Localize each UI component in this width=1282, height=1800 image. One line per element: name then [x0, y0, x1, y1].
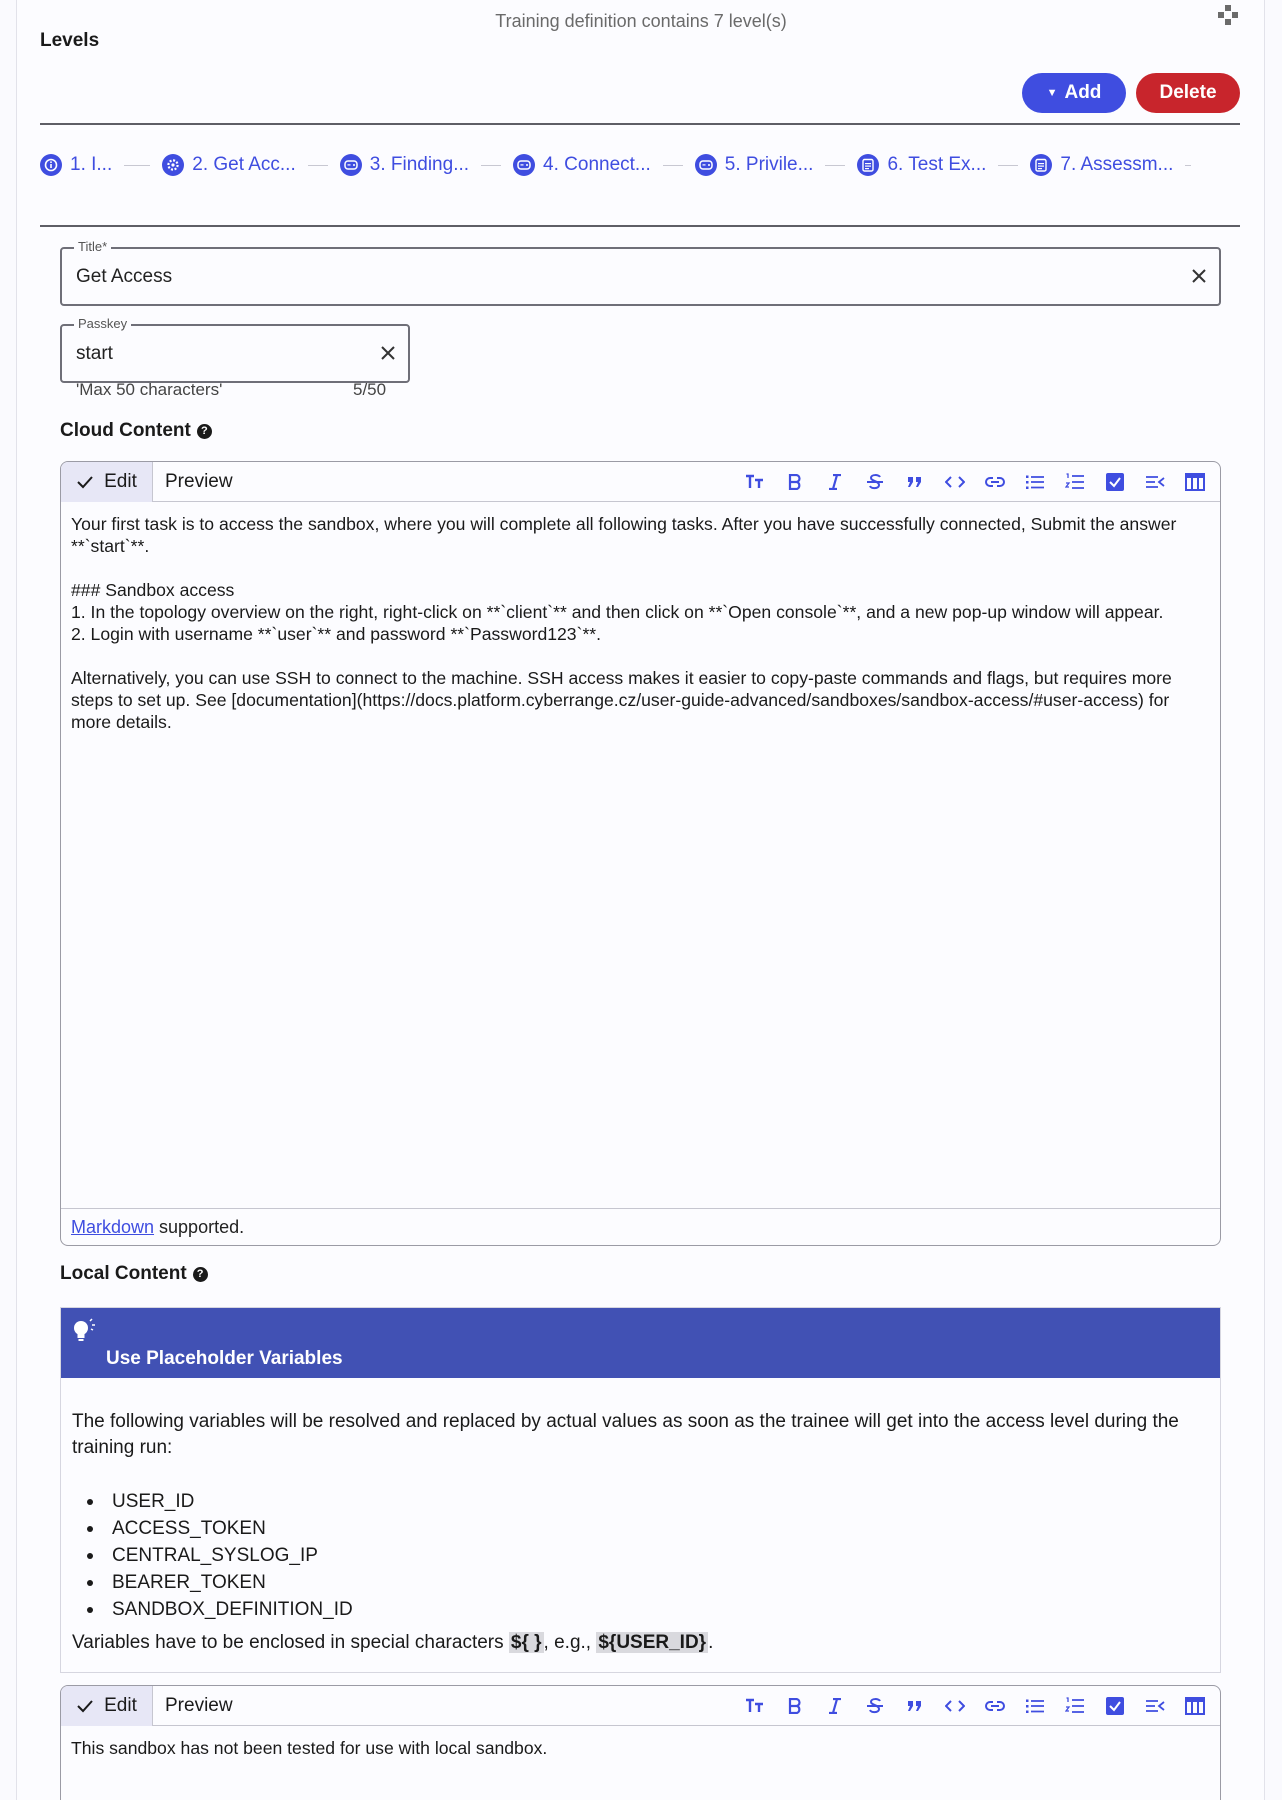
list-item: CENTRAL_SYSLOG_IP — [72, 1542, 672, 1569]
gamepad-icon — [513, 154, 535, 176]
strikethrough-icon[interactable] — [864, 1695, 886, 1717]
bullet-list-icon[interactable] — [1024, 1695, 1046, 1717]
clipboard-icon — [1030, 154, 1052, 176]
passkey-input[interactable]: start — [76, 343, 113, 364]
placeholder-info-box — [60, 1307, 1221, 1673]
editor-footer — [61, 1208, 1220, 1245]
editor-toolbar — [61, 1686, 1220, 1726]
help-icon[interactable]: ? — [193, 1267, 208, 1282]
bold-icon[interactable] — [784, 1695, 806, 1717]
divider — [40, 225, 1240, 227]
clipboard-icon — [857, 154, 879, 176]
step-connector — [481, 165, 501, 166]
quote-icon[interactable] — [904, 471, 926, 493]
title-field[interactable] — [60, 239, 1221, 306]
checkbox-icon[interactable] — [1104, 1695, 1126, 1717]
footnote-text: . — [708, 1632, 714, 1653]
step-label: 1. I... — [70, 154, 113, 175]
gear-icon — [162, 154, 184, 176]
checkbox-icon[interactable] — [1104, 471, 1126, 493]
format-tools — [744, 462, 1206, 502]
list-item: SANDBOX_DEFINITION_ID — [72, 1596, 672, 1623]
variable-list — [72, 1488, 672, 1623]
level-count-note: Training definition contains 7 level(s) — [495, 11, 787, 31]
step-connector — [1185, 165, 1191, 166]
info-title: Use Placeholder Variables — [106, 1348, 343, 1369]
divider — [40, 123, 1240, 125]
format-tools — [744, 1686, 1206, 1726]
code-snippet: ${ } — [510, 1632, 542, 1653]
list-item: USER_ID — [72, 1488, 672, 1515]
step-level-2[interactable] — [162, 154, 296, 176]
footnote-text: , e.g., — [543, 1632, 592, 1653]
step-level-5[interactable] — [695, 154, 814, 176]
strikethrough-icon[interactable] — [864, 471, 886, 493]
local-content-label — [60, 1263, 208, 1285]
step-level-3[interactable] — [340, 154, 469, 176]
local-content-editor — [60, 1685, 1221, 1800]
code-snippet: ${USER_ID} — [598, 1632, 707, 1653]
info-footnote — [72, 1632, 713, 1654]
cloud-content-textarea[interactable]: Your first task is to access the sandbox, where you will complete all following tasks. After you have successfully connected, Submit the answer **`start`**. ### Sandbox access 1. In the topology overview on the right, right-click on **`client`** and then click on **`Open console`**, and a new pop-up window will appear. 2. Login with username **`user`** and password **`Password123`**. Alternatively, you can use SSH to connect to the machine. SSH access makes it easier to copy-paste commands and flags, but requires more steps to set up. See [documentation](https://docs.platform.cyberrange.cz/user-guide-advanced/sandboxes/sandbox-access/#user-access) for more details. — [71, 514, 1177, 732]
delete-level-button[interactable]: Delete — [1136, 73, 1240, 113]
collapse-icon[interactable] — [1144, 471, 1166, 493]
step-connector — [308, 165, 328, 166]
info-description: The following variables will be resolved and replaced by actual values as soon as the trainee will get into the access level during the training run: — [72, 1411, 1179, 1458]
italic-icon[interactable] — [824, 471, 846, 493]
italic-icon[interactable] — [824, 1695, 846, 1717]
tab-edit[interactable] — [61, 462, 153, 502]
editor-toolbar — [61, 462, 1220, 502]
page-title: Levels — [40, 30, 100, 51]
tab-edit-label: Edit — [104, 471, 137, 492]
bold-icon[interactable] — [784, 471, 806, 493]
gamepad-icon — [340, 154, 362, 176]
cloud-content-editor — [60, 461, 1221, 1246]
step-level-4[interactable] — [513, 154, 651, 176]
markdown-link[interactable]: Markdown — [71, 1216, 155, 1237]
footnote-text: Variables have to be enclosed in special characters — [72, 1632, 504, 1653]
step-label: 4. Connect... — [543, 154, 651, 175]
list-item: BEARER_TOKEN — [72, 1569, 672, 1596]
passkey-char-count: 5/50 — [353, 380, 387, 399]
cloud-content-title: Cloud Content — [60, 420, 191, 441]
step-label: 5. Privile... — [724, 154, 814, 175]
table-icon[interactable] — [1184, 1695, 1206, 1717]
code-icon[interactable] — [944, 1695, 966, 1717]
cloud-content-label — [60, 420, 212, 442]
step-level-7[interactable] — [1030, 154, 1173, 176]
bullet-list-icon[interactable] — [1024, 471, 1046, 493]
step-connector — [663, 165, 683, 166]
tab-preview[interactable]: Preview — [165, 471, 233, 492]
quote-icon[interactable] — [904, 1695, 926, 1717]
step-label: 7. Assessm... — [1060, 154, 1174, 175]
local-content-title: Local Content — [60, 1263, 187, 1284]
check-icon — [76, 475, 94, 489]
drag-handle-icon[interactable] — [1217, 4, 1239, 26]
title-field-label: Title* — [74, 239, 111, 254]
add-level-button[interactable] — [1022, 73, 1126, 113]
table-icon[interactable] — [1184, 471, 1206, 493]
collapse-icon[interactable] — [1144, 1695, 1166, 1717]
step-connector — [998, 165, 1018, 166]
clear-passkey-icon[interactable] — [378, 343, 398, 363]
list-item: ACCESS_TOKEN — [72, 1515, 672, 1542]
step-label: 3. Finding... — [369, 154, 470, 175]
text-size-icon[interactable] — [744, 471, 766, 493]
markdown-supported-text: supported. — [159, 1216, 245, 1237]
passkey-field[interactable] — [60, 316, 410, 383]
tab-edit[interactable] — [61, 1686, 153, 1726]
passkey-field-label: Passkey — [74, 316, 131, 331]
step-connector — [124, 165, 150, 166]
step-level-6[interactable] — [857, 154, 986, 176]
help-icon[interactable]: ? — [197, 424, 212, 439]
step-label: 6. Test Ex... — [887, 154, 987, 175]
link-icon[interactable] — [984, 471, 1006, 493]
add-button-label: Add — [1064, 82, 1102, 103]
local-content-textarea[interactable]: This sandbox has not been tested for use with local sandbox. — [71, 1738, 548, 1758]
step-connector — [825, 165, 845, 166]
link-icon[interactable] — [984, 1695, 1006, 1717]
tab-edit-label: Edit — [104, 1695, 137, 1716]
numbered-list-icon[interactable] — [1064, 1695, 1086, 1717]
gamepad-icon — [695, 154, 717, 176]
info-header — [61, 1308, 1220, 1378]
numbered-list-icon[interactable] — [1064, 471, 1086, 493]
title-input[interactable]: Get Access — [76, 266, 173, 287]
check-icon — [76, 1699, 94, 1713]
info-icon — [40, 154, 62, 176]
lightbulb-icon — [71, 1318, 97, 1344]
text-size-icon[interactable] — [744, 1695, 766, 1717]
step-level-1[interactable] — [40, 154, 112, 176]
step-label: 2. Get Acc... — [192, 154, 296, 175]
tab-preview[interactable]: Preview — [165, 1695, 233, 1716]
clear-title-icon[interactable] — [1189, 266, 1209, 286]
passkey-hint: 'Max 50 characters' — [76, 380, 223, 399]
chevron-down-icon: ▼ — [1046, 87, 1058, 99]
code-icon[interactable] — [944, 471, 966, 493]
level-stepper — [40, 145, 1240, 185]
